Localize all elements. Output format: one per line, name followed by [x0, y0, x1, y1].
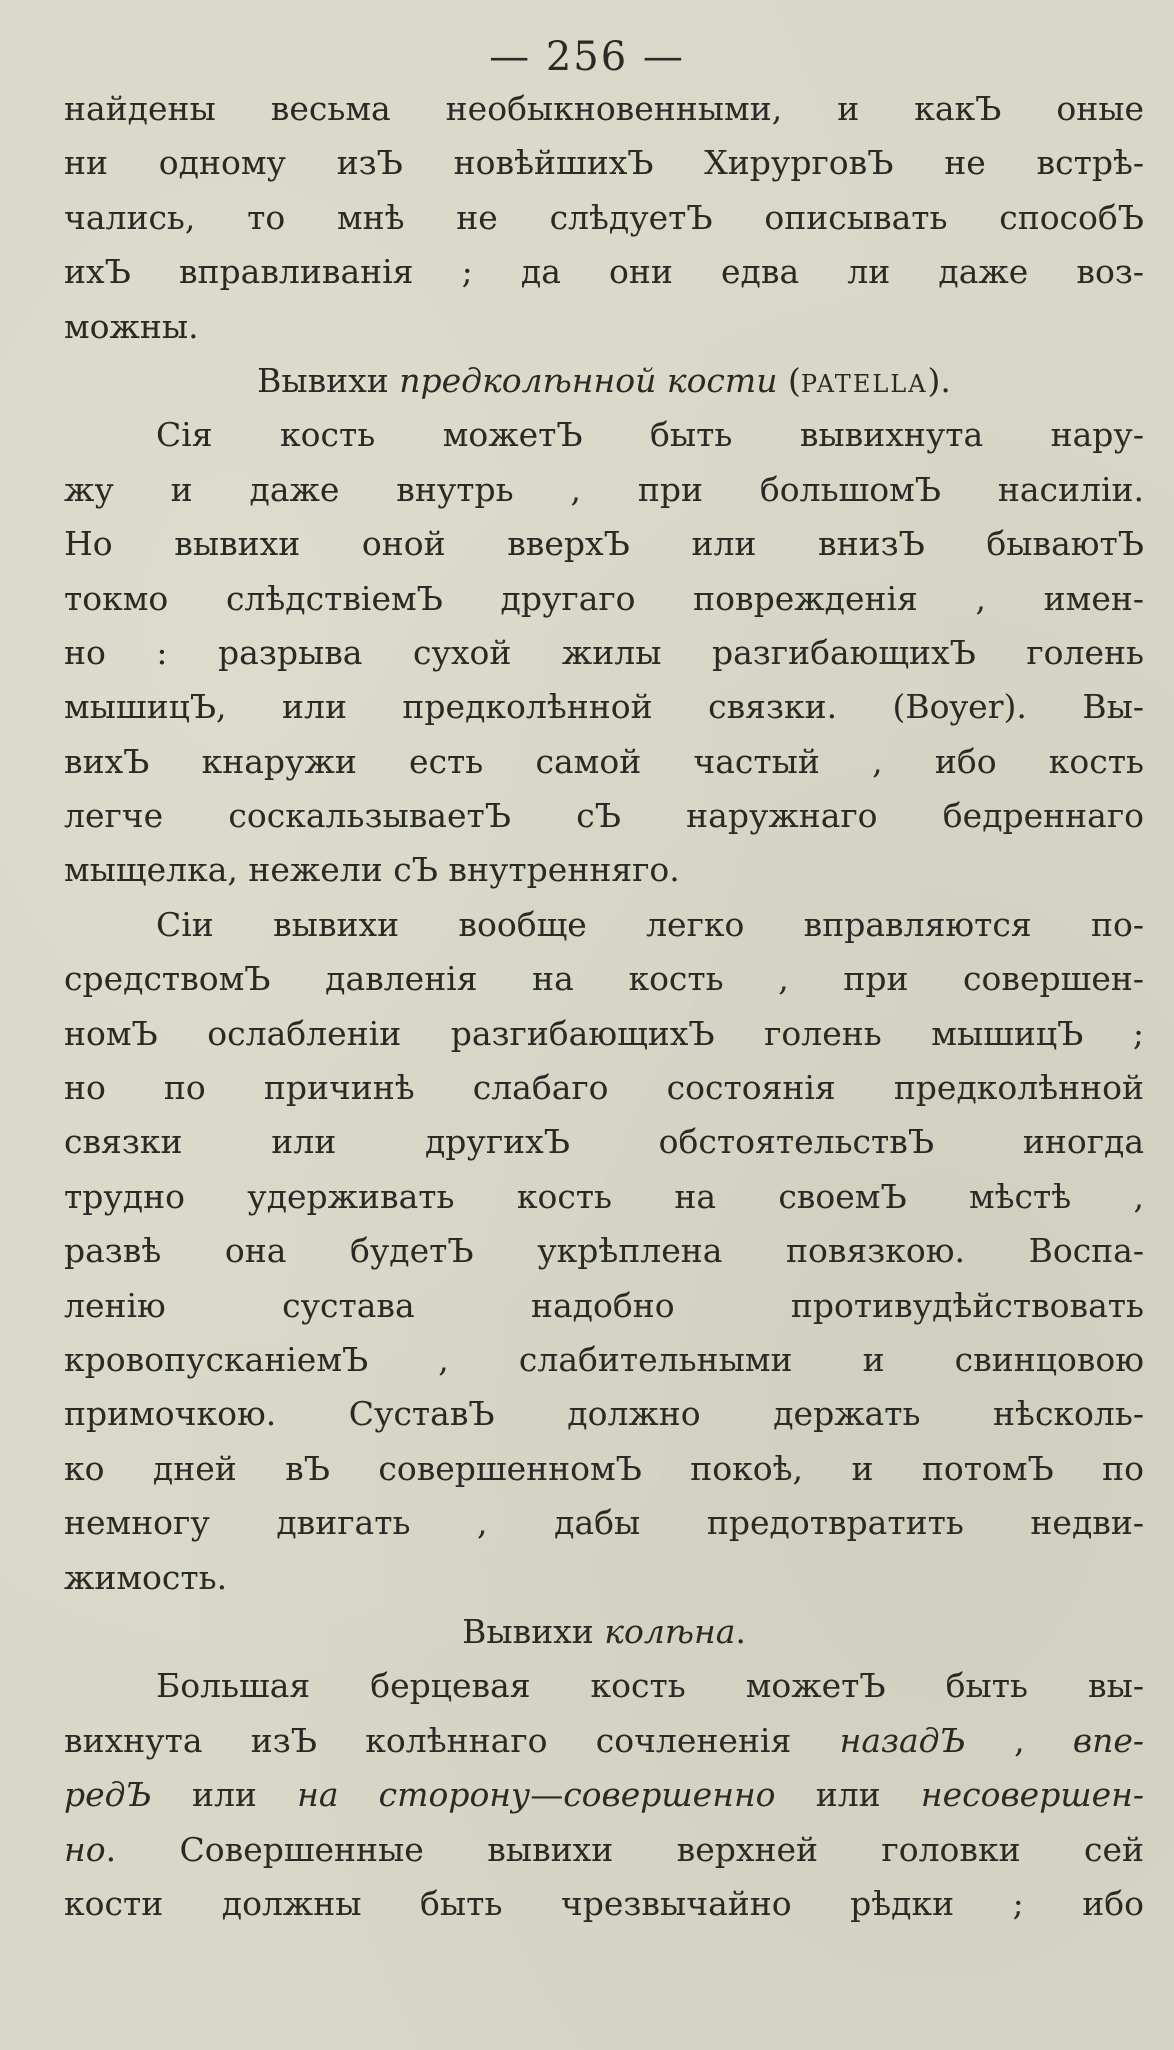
heading-text: ( — [777, 360, 801, 400]
text-line: чались, то мнѣ не слѣдуетЪ описывать способЪ — [64, 197, 1144, 237]
text-line: ко дней вЪ совершенномЪ покоѣ, и потомЪ по — [64, 1448, 1144, 1488]
text-line: Большая берцевая кость можетЪ быть вы- — [156, 1666, 1144, 1706]
heading-text: Вывихи — [257, 360, 400, 400]
heading-text: ). — [927, 360, 951, 400]
text-line: но : разрыва сухой жилы разгибающихЪ голень — [64, 632, 1144, 672]
text-line: мыщелка, нежели сЪ внутренняго. — [64, 850, 680, 890]
text-line: ихЪ вправливанія ; да они едва ли даже воз- — [64, 252, 1144, 292]
italic-run: совершенно — [563, 1775, 776, 1815]
text-run: . Совершенные вывихи верхней головки сей — [105, 1829, 1144, 1869]
italic-run: редЪ — [64, 1775, 152, 1815]
text-run: или — [151, 1775, 298, 1815]
text-line: кровопусканіемЪ , слабительными и свинцовою — [64, 1339, 1144, 1379]
section-heading-knee — [64, 1605, 1144, 1659]
text-line: но по причинѣ слабаго состоянія предколѣнной — [64, 1068, 1144, 1108]
text-run: вихнута изЪ колѣннаго сочлененія — [64, 1720, 840, 1760]
text-run: , — [965, 1720, 1073, 1760]
text-line: легче соскальзываетЪ сЪ наружнаго бедреннаго — [64, 796, 1144, 836]
text-line: средствомЪ давленія на кость , при совершен- — [64, 959, 1144, 999]
text-line: мышицЪ, или предколѣнной связки. (Boyer). Вы- — [64, 687, 1144, 727]
text-line: Сія кость можетЪ быть вывихнута нару- — [156, 415, 1144, 455]
text-line: ленію сустава надобно противудѣйствовать — [64, 1285, 1144, 1325]
text-line: номЪ ослабленіи разгибающихЪ голень мышицЪ ; — [64, 1013, 1144, 1053]
heading-latin: PATELLA — [800, 369, 928, 398]
heading-italic: предколѣнной кости — [399, 360, 778, 400]
text-line: примочкою. СуставЪ должно держать нѣсколь- — [64, 1394, 1144, 1434]
text-line: найдены весьма необыкновенными, и какЪ оные — [64, 89, 1144, 128]
italic-run: впе- — [1072, 1720, 1144, 1760]
text-line — [64, 1768, 1144, 1822]
text-line: жимость. — [64, 1557, 228, 1597]
text-line: ни одному изЪ новѣйшихЪ ХирурговЪ не встрѣ- — [64, 143, 1144, 183]
section-heading-patella — [64, 354, 1144, 408]
text-line: можны. — [64, 306, 199, 346]
body-text — [64, 82, 1144, 1931]
heading-text: . — [735, 1611, 746, 1651]
text-line: токмо слѣдствіемЪ другаго поврежденія , имен- — [64, 578, 1144, 618]
italic-run: назадЪ — [839, 1720, 966, 1760]
text-line: развѣ она будетЪ укрѣплена повязкою. Воспа- — [64, 1231, 1144, 1271]
italic-run: несовершен- — [920, 1775, 1144, 1815]
text-line: кости должны быть чрезвычайно рѣдки ; ибо — [64, 1883, 1144, 1923]
text-line — [64, 1714, 1144, 1768]
text-run: или — [775, 1775, 921, 1815]
italic-run: на сторону — [297, 1775, 531, 1815]
text-line — [64, 1823, 1144, 1877]
heading-text: Вывихи — [462, 1611, 605, 1651]
text-line: трудно удерживать кость на своемЪ мѣстѣ , — [64, 1176, 1144, 1216]
text-line: связки или другихЪ обстоятельствЪ иногда — [64, 1122, 1144, 1162]
page-number: — 256 — — [489, 34, 685, 80]
italic-run: но — [64, 1829, 106, 1869]
text-line: Сіи вывихи вообще легко вправляются по- — [156, 904, 1144, 944]
text-run: — — [530, 1775, 564, 1815]
text-line: немногу двигать , дабы предотвратить недви- — [64, 1503, 1144, 1543]
text-line: вихЪ кнаружи есть самой частый , ибо кость — [64, 741, 1144, 781]
text-line: жу и даже внутрь , при большомЪ насиліи. — [64, 469, 1144, 509]
text-line: Но вывихи оной вверхЪ или внизЪ бываютЪ — [64, 524, 1144, 564]
heading-italic: колѣна — [604, 1611, 736, 1651]
